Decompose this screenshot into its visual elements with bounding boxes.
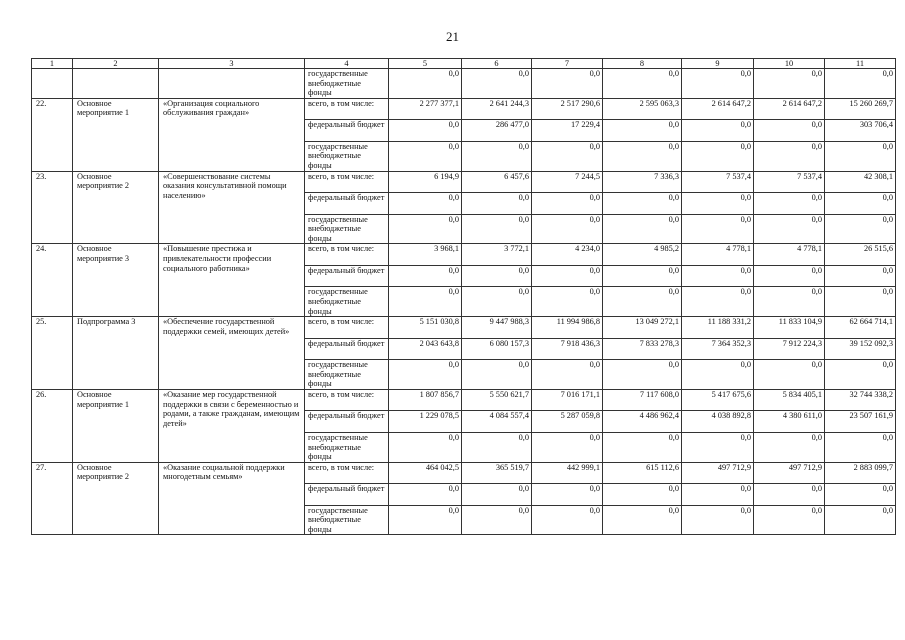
value-cell: 0,0 [532,214,603,244]
value-cell: 0,0 [754,69,825,99]
column-header: 4 [305,59,389,69]
funding-source-cell: всего, в том числе: [305,462,389,484]
funding-source-cell: федеральный бюджет [305,193,389,215]
funding-source-cell: федеральный бюджет [305,411,389,433]
value-cell: 2 595 063,3 [603,98,682,120]
funding-source-cell: государственные внебюджетные фонды [305,287,389,317]
value-cell: 0,0 [825,141,896,171]
value-cell: 0,0 [532,193,603,215]
value-cell: 0,0 [754,360,825,390]
value-cell: 0,0 [462,214,532,244]
value-cell: 615 112,6 [603,462,682,484]
value-cell: 0,0 [754,484,825,506]
value-cell: 4 038 892,8 [682,411,754,433]
column-header: 7 [532,59,603,69]
value-cell: 0,0 [603,214,682,244]
value-cell: 7 117 608,0 [603,389,682,411]
value-cell: 7 336,3 [603,171,682,193]
value-cell: 0,0 [462,432,532,462]
value-cell: 0,0 [462,265,532,287]
value-cell: 0,0 [825,360,896,390]
value-cell: 5 151 030,8 [389,317,462,339]
value-cell: 3 772,1 [462,244,532,266]
value-cell: 2 883 099,7 [825,462,896,484]
measure-type-cell: Основное мероприятие 1 [73,98,159,171]
measure-type-cell: Подпрограмма 3 [73,317,159,390]
value-cell: 9 447 988,3 [462,317,532,339]
column-header: 1 [32,59,73,69]
funding-source-cell: всего, в том числе: [305,98,389,120]
value-cell: 0,0 [462,360,532,390]
value-cell: 2 277 377,1 [389,98,462,120]
value-cell: 0,0 [754,193,825,215]
funding-source-cell: государственные внебюджетные фонды [305,505,389,535]
value-cell: 3 968,1 [389,244,462,266]
value-cell: 0,0 [682,484,754,506]
column-header: 11 [825,59,896,69]
value-cell: 0,0 [603,193,682,215]
value-cell: 0,0 [825,214,896,244]
value-cell: 0,0 [682,120,754,142]
value-cell: 0,0 [389,120,462,142]
value-cell: 2 614 647,2 [754,98,825,120]
value-cell: 7 364 352,3 [682,338,754,360]
value-cell: 5 417 675,6 [682,389,754,411]
value-cell: 0,0 [754,287,825,317]
value-cell: 7 016 171,1 [532,389,603,411]
value-cell: 7 912 224,3 [754,338,825,360]
value-cell: 0,0 [389,360,462,390]
value-cell: 0,0 [825,432,896,462]
value-cell: 6 457,6 [462,171,532,193]
funding-source-cell: всего, в том числе: [305,317,389,339]
value-cell: 0,0 [754,214,825,244]
value-cell: 7 244,5 [532,171,603,193]
header-row [32,59,896,69]
measure-name-cell: «Обеспечение государственной поддержки семей, имеющих детей» [159,317,305,390]
measure-name-cell: «Организация социального обслуживания граждан» [159,98,305,171]
budget-table [31,58,896,535]
value-cell: 0,0 [462,505,532,535]
value-cell: 11 833 104,9 [754,317,825,339]
value-cell: 0,0 [682,432,754,462]
value-cell: 0,0 [389,214,462,244]
funding-source-cell: федеральный бюджет [305,265,389,287]
value-cell: 1 807 856,7 [389,389,462,411]
value-cell: 39 152 092,3 [825,338,896,360]
column-header: 10 [754,59,825,69]
value-cell: 0,0 [682,360,754,390]
measure-name-cell: «Совершенствование системы оказания консультативной помощи населению» [159,171,305,244]
value-cell: 0,0 [532,69,603,99]
value-cell: 2 614 647,2 [682,98,754,120]
value-cell: 6 080 157,3 [462,338,532,360]
value-cell: 0,0 [682,141,754,171]
value-cell: 0,0 [825,69,896,99]
value-cell: 0,0 [389,141,462,171]
measure-name-cell: «Повышение престижа и привлекательности профессии социального работника» [159,244,305,317]
value-cell: 0,0 [754,141,825,171]
column-header: 8 [603,59,682,69]
value-cell: 62 664 714,1 [825,317,896,339]
row-number-cell: 26. [32,389,73,462]
column-header: 9 [682,59,754,69]
funding-source-cell: государственные внебюджетные фонды [305,141,389,171]
value-cell: 0,0 [603,432,682,462]
row-number-cell: 23. [32,171,73,244]
value-cell: 0,0 [389,265,462,287]
value-cell: 4 778,1 [682,244,754,266]
value-cell: 0,0 [754,432,825,462]
value-cell: 0,0 [603,505,682,535]
value-cell: 0,0 [389,193,462,215]
value-cell: 13 049 272,1 [603,317,682,339]
page-number: 21 [446,29,459,44]
measure-name-cell: «Оказание социальной поддержки многодетным семьям» [159,462,305,535]
value-cell: 0,0 [389,484,462,506]
value-cell: 0,0 [603,287,682,317]
value-cell: 0,0 [682,69,754,99]
empty-cell [159,69,305,99]
value-cell: 0,0 [389,287,462,317]
row-number-cell: 27. [32,462,73,535]
value-cell: 464 042,5 [389,462,462,484]
value-cell: 0,0 [682,265,754,287]
value-cell: 0,0 [825,265,896,287]
value-cell: 7 833 278,3 [603,338,682,360]
column-header: 6 [462,59,532,69]
value-cell: 0,0 [825,484,896,506]
value-cell: 0,0 [462,69,532,99]
value-cell: 0,0 [603,265,682,287]
value-cell: 23 507 161,9 [825,411,896,433]
measure-type-cell: Основное мероприятие 1 [73,389,159,462]
value-cell: 2 043 643,8 [389,338,462,360]
funding-source-cell: федеральный бюджет [305,338,389,360]
column-header: 3 [159,59,305,69]
table-row [32,98,896,120]
funding-source-cell: государственные внебюджетные фонды [305,69,389,99]
measure-type-cell: Основное мероприятие 3 [73,244,159,317]
value-cell: 0,0 [462,193,532,215]
value-cell: 442 999,1 [532,462,603,484]
table-row [32,462,896,484]
value-cell: 303 706,4 [825,120,896,142]
measure-type-cell: Основное мероприятие 2 [73,171,159,244]
value-cell: 0,0 [389,69,462,99]
value-cell: 15 260 269,7 [825,98,896,120]
value-cell: 11 188 331,2 [682,317,754,339]
measure-type-cell: Основное мероприятие 2 [73,462,159,535]
value-cell: 6 194,9 [389,171,462,193]
value-cell: 5 550 621,7 [462,389,532,411]
value-cell: 7 537,4 [682,171,754,193]
value-cell: 497 712,9 [754,462,825,484]
table-body [32,59,896,535]
value-cell: 0,0 [389,432,462,462]
value-cell: 4 486 962,4 [603,411,682,433]
table-row [32,171,896,193]
table-row [32,389,896,411]
value-cell: 0,0 [682,505,754,535]
funding-source-cell: государственные внебюджетные фонды [305,214,389,244]
value-cell: 286 477,0 [462,120,532,142]
value-cell: 5 287 059,8 [532,411,603,433]
table-row [32,317,896,339]
value-cell: 0,0 [532,432,603,462]
value-cell: 365 519,7 [462,462,532,484]
value-cell: 7 918 436,3 [532,338,603,360]
value-cell: 0,0 [603,120,682,142]
value-cell: 0,0 [603,484,682,506]
column-header: 2 [73,59,159,69]
value-cell: 0,0 [462,484,532,506]
value-cell: 17 229,4 [532,120,603,142]
value-cell: 0,0 [754,120,825,142]
value-cell: 42 308,1 [825,171,896,193]
funding-source-cell: государственные внебюджетные фонды [305,360,389,390]
empty-cell [32,69,73,99]
value-cell: 0,0 [462,141,532,171]
value-cell: 0,0 [825,287,896,317]
value-cell: 0,0 [532,141,603,171]
column-header: 5 [389,59,462,69]
value-cell: 0,0 [532,360,603,390]
value-cell: 4 084 557,4 [462,411,532,433]
value-cell: 0,0 [603,141,682,171]
funding-source-cell: государственные внебюджетные фонды [305,432,389,462]
value-cell: 4 234,0 [532,244,603,266]
value-cell: 4 380 611,0 [754,411,825,433]
funding-source-cell: федеральный бюджет [305,120,389,142]
value-cell: 0,0 [754,265,825,287]
measure-name-cell: «Оказание мер государственной поддержки в связи с беременностью и родами, а также гражданам, имеющим детей» [159,389,305,462]
value-cell: 32 744 338,2 [825,389,896,411]
value-cell: 11 994 986,8 [532,317,603,339]
value-cell: 0,0 [532,505,603,535]
value-cell: 0,0 [389,505,462,535]
value-cell: 0,0 [682,214,754,244]
value-cell: 0,0 [462,287,532,317]
funding-source-cell: федеральный бюджет [305,484,389,506]
value-cell: 497 712,9 [682,462,754,484]
value-cell: 0,0 [532,484,603,506]
value-cell: 0,0 [603,69,682,99]
value-cell: 26 515,6 [825,244,896,266]
row-number-cell: 22. [32,98,73,171]
funding-source-cell: всего, в том числе: [305,171,389,193]
value-cell: 0,0 [754,505,825,535]
value-cell: 0,0 [825,505,896,535]
value-cell: 2 641 244,3 [462,98,532,120]
value-cell: 0,0 [682,287,754,317]
row-number-cell: 25. [32,317,73,390]
value-cell: 0,0 [603,360,682,390]
value-cell: 7 537,4 [754,171,825,193]
value-cell: 4 985,2 [603,244,682,266]
table-row [32,69,896,99]
value-cell: 1 229 078,5 [389,411,462,433]
value-cell: 5 834 405,1 [754,389,825,411]
value-cell: 4 778,1 [754,244,825,266]
table-row [32,244,896,266]
empty-cell [73,69,159,99]
funding-source-cell: всего, в том числе: [305,389,389,411]
value-cell: 2 517 290,6 [532,98,603,120]
value-cell: 0,0 [532,265,603,287]
value-cell: 0,0 [532,287,603,317]
value-cell: 0,0 [825,193,896,215]
value-cell: 0,0 [682,193,754,215]
funding-source-cell: всего, в том числе: [305,244,389,266]
row-number-cell: 24. [32,244,73,317]
